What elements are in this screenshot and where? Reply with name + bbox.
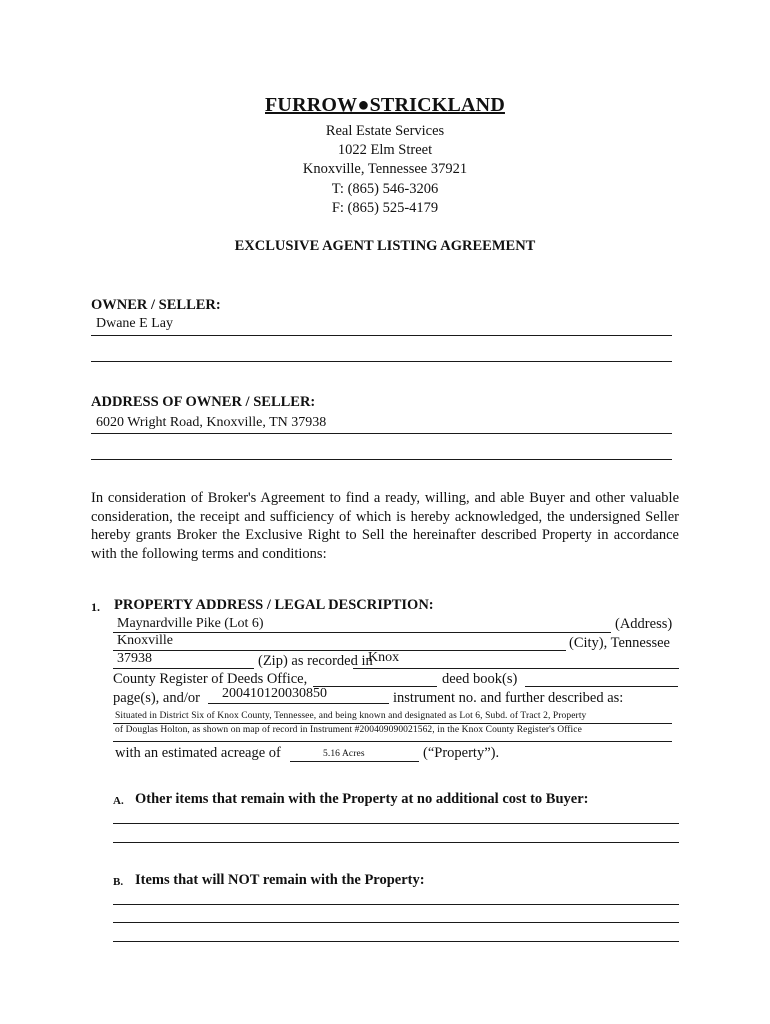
subsection-b-line-3[interactable] [113,941,679,942]
deed-book-line[interactable] [525,686,678,687]
subsection-a-heading: Other items that remain with the Property at no additional cost to Buyer: [135,791,589,807]
property-zip-value[interactable]: 37938 [117,651,152,666]
legal-line-2-rule [113,741,672,742]
property-county-value[interactable]: Knox [368,650,400,665]
property-city-value[interactable]: Knoxville [117,633,173,648]
pages-prefix: page(s), and/or [113,690,200,706]
acreage-line [290,761,419,762]
intro-paragraph: In consideration of Broker's Agreement to find a ready, willing, and able Buyer and other valuable consideration, the receipt and sufficiency of which is hereby acknowledged, the undersigned Seller hereby grants Broker the Exclusive Right to Sell the hereinafter described Property in accordance with the following terms and conditions: [91,490,679,562]
instrument-number-value[interactable]: 200410120030850 [222,686,327,701]
owner-address-heading: ADDRESS OF OWNER / SELLER: [91,394,316,410]
owner-address-value[interactable]: 6020 Wright Road, Knoxville, TN 37938 [96,415,327,430]
owner-heading: OWNER / SELLER: [91,297,221,313]
instrument-text: instrument no. and further described as: [393,690,624,706]
document-title: EXCLUSIVE AGENT LISTING AGREEMENT [234,238,536,254]
legal-description-line-1[interactable]: Situated in District Six of Knox County, Tennessee, and being known and designated as Lot 6, Subd. of Tract 2, Property [115,711,587,721]
acreage-value[interactable]: 5.16 Acres [323,749,365,759]
property-address-line [113,632,611,633]
subsection-b-heading: Items that will NOT remain with the Property: [135,872,425,888]
zip-suffix: (Zip) as recorded in [258,653,373,669]
company-fax: F: (865) 525-4179 [331,200,439,216]
property-county-line [353,668,679,669]
deed-book-text: deed book(s) [442,671,518,687]
company-name: FURROW●STRICKLAND [265,94,505,116]
section-1-number: 1. [91,600,100,614]
acreage-prefix: with an estimated acreage of [115,745,281,761]
register-office-line[interactable] [313,686,437,687]
company-city: Knoxville, Tennessee 37921 [302,161,468,177]
owner-name-value[interactable]: Dwane E Lay [96,316,173,331]
register-text: County Register of Deeds Office, [113,671,308,687]
subsection-a-letter: A. [113,795,124,807]
owner-address-line-2[interactable] [91,459,672,460]
city-suffix: (City), Tennessee [569,635,670,651]
owner-line-1 [91,335,672,336]
property-zip-line [113,668,254,669]
company-street: 1022 Elm Street [337,142,433,158]
subsection-b-line-2[interactable] [113,922,679,923]
company-tagline: Real Estate Services [325,123,445,139]
owner-address-line-1 [91,433,672,434]
section-1-heading: PROPERTY ADDRESS / LEGAL DESCRIPTION: [114,597,434,613]
legal-description-line-2[interactable]: of Douglas Holton, as shown on map of record in Instrument #200409090021562, in the Knox County Register's Office [115,725,582,735]
address-suffix: (Address) [615,616,673,632]
property-city-line [113,650,566,651]
company-phone: T: (865) 546-3206 [331,181,439,197]
subsection-b-line-1[interactable] [113,904,679,905]
subsection-a-line-1[interactable] [113,823,679,824]
subsection-a-line-2[interactable] [113,842,679,843]
instrument-number-line [208,703,389,704]
subsection-b-letter: B. [113,876,124,888]
owner-line-2[interactable] [91,361,672,362]
acreage-suffix: (“Property”). [423,745,500,761]
legal-line-1-rule [113,723,672,724]
property-address-value[interactable]: Maynardville Pike (Lot 6) [117,616,264,631]
